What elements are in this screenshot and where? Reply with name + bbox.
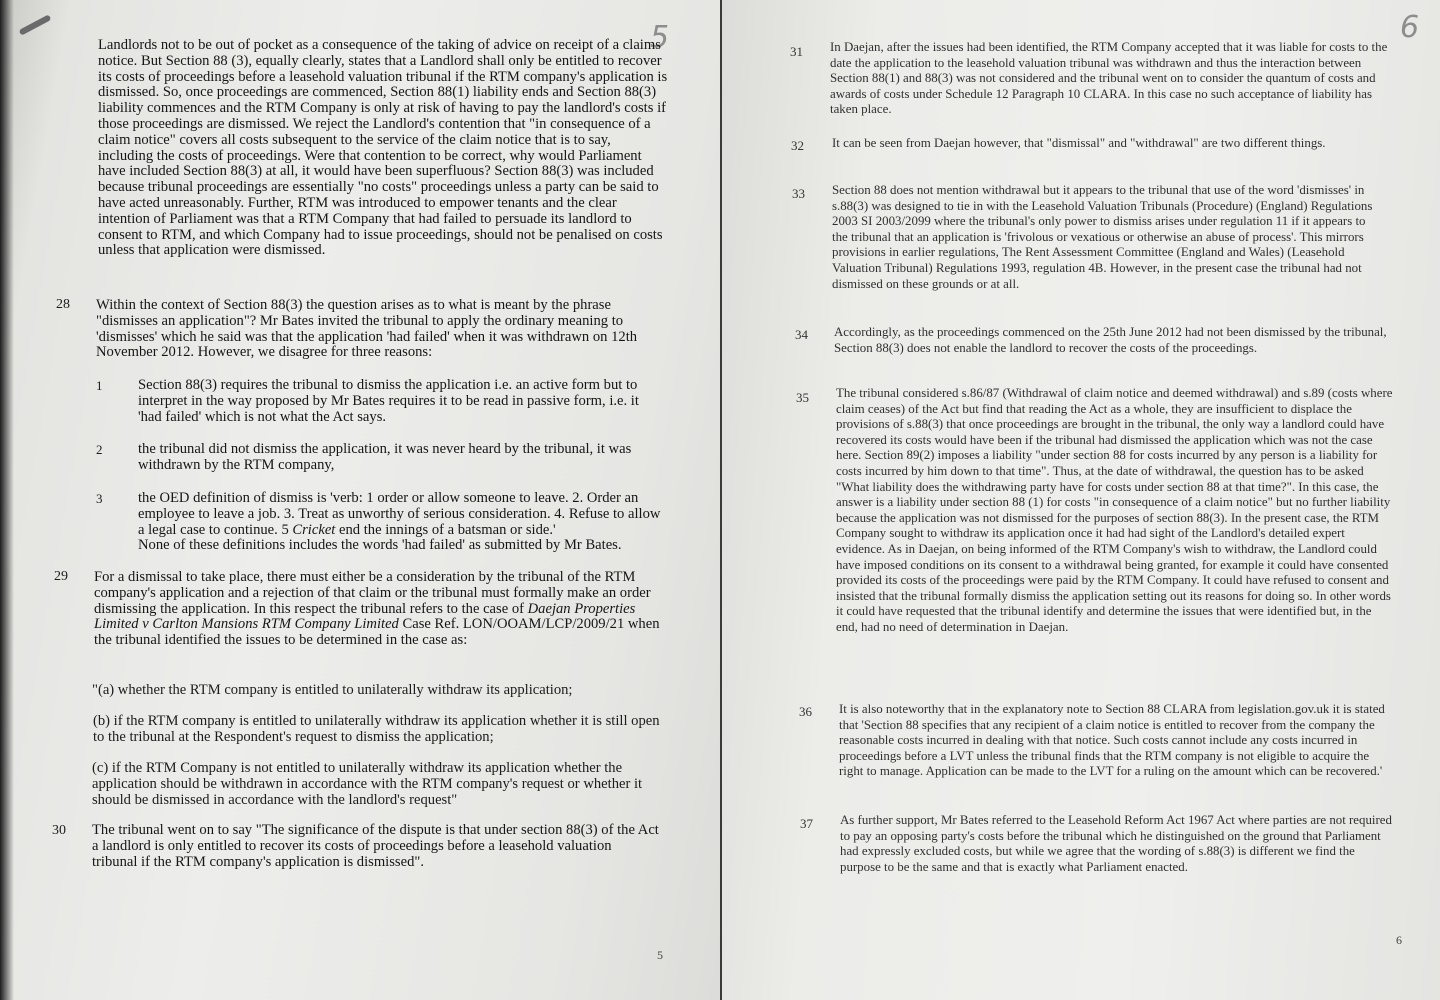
page-number: 6: [1396, 933, 1402, 947]
paragraph-36: It is also noteworthy that in the explanatory note to Section 88 CLARA from legislation.gov.uk it is stated that 'Section 88 specifies that any recipient of a claim notice is entitled to recover from the company the reasonable costs incurred in dealing with that notice. Such costs cannot include any costs incurred in proceedings before a LVT unless the tribunal finds that the RTM company is not eligible to acquire the right to manage. Application can be made to the LVT for a ruling on the amount which can be recovered.': [839, 702, 1385, 779]
paragraph-30: The tribunal went on to say "The significance of the dispute is that under section 88(3) of the Act a landlord is only entitled to recover its costs of proceedings before a leasehold valuation tribunal if the RTM company's application is dismissed".: [92, 822, 659, 870]
paragraph-number-30: 30: [52, 823, 66, 838]
paragraph-33: Section 88 does not mention withdrawal but it appears to the tribunal that use of the word 'dismisses' in s.88(3) was designed to tie in with the Leasehold Valuation Tribunals (Procedure) (England) Regulations 2003 SI 2003/2099 where the tribunal's only power to dismiss arises under regulation 11 if it appears to the tribunal that an application is 'frivolous or vexatious or otherwise an abuse of process'. This mirrors provisions in earlier regulations, The Rent Assessment Committee (England and Wales) (Leasehold Valuation Tribunal) Regulations 1993, regulation 4B. However, in the present case the tribunal had not dismissed on these grounds or at all.: [832, 183, 1373, 291]
paragraph-number-36: 36: [799, 704, 812, 719]
paragraph-number-29: 29: [54, 569, 68, 584]
paragraph-35: The tribunal considered s.86/87 (Withdrawal of claim notice and deemed withdrawal) and s.89 (costs where claim ceases) of the Act but find that reading the Act as a whole, they are insufficient to displace the provisions of s.88(3) that once proceedings are brought in the tribunal, the only way a landlord could have recovered its costs would have been if the tribunal had dismissed the application which was not the case here. Section 89(2) imposes a liability "under section 88 for costs incurred by any person is a liability for costs incurred by him down to that time". Thus, at the date of withdrawal, the question has to be asked "What liability does the withdrawing party have for costs under section 88 at that time?". In this case, the answer is a liability under section 88 (1) for costs "in consequence of a claim notice" but no further liability because the application was not dismissed for the purposes of section 88(3). In the present case, the RTM Company sought to withdraw its application once it had had sight of the Landlord's detailed expert evidence. As in Daejan, on being informed of the RTM Company's wish to withdraw, the Landlord could have imposed conditions on its consent to a withdrawal being granted, for example it could have consented provided its costs of the proceedings were paid by the RTM Company. It could have refused to consent and insisted that the tribunal formally dismiss the application setting out its reasons for doing so. In other words it could have requested that the tribunal identify and determine the issues that were identified but, in the end, had no need of determination in Daejan.: [836, 386, 1393, 634]
staple-mark: [19, 14, 52, 35]
reason-3-italic: Cricket: [292, 521, 336, 538]
paragraph-28: Within the context of Section 88(3) the question arises as to what is meant by the phrase "dismisses an application"? Mr Bates invited the tribunal to apply the ordinary meaning to 'dismisses' which he said was that the application 'had failed' when it was withdrawn on 12th November 2012. However, we disagree for three reasons:: [96, 297, 638, 361]
reason-number-1: 1: [96, 378, 103, 393]
reason-number-3: 3: [96, 491, 103, 506]
reason-3-text-a: the OED definition of dismiss is 'verb: 1 order or allow someone to leave. 2. Order an employee to leave a job. 3. Treat as unworthy of serious consideration. 4. Refuse to allow a legal case to continue. 5: [138, 490, 661, 538]
paragraph-number-35: 35: [796, 390, 809, 405]
page-edge-shadow: [0, 0, 14, 1000]
reason-number-2: 2: [96, 442, 103, 457]
reason-2: the tribunal did not dismiss the application, it was never heard by the tribunal, it was withdrawn by the RTM company,: [138, 441, 632, 473]
paragraph-29-text-b: Case Ref. LON/OOAM/LCP/2009/21 when the tribunal identified the issues to be determined in the case as:: [94, 616, 660, 649]
paragraph-number-37: 37: [800, 816, 813, 831]
pencil-page-mark: 5: [650, 20, 670, 55]
paragraph-34: Accordingly, as the proceedings commenced on the 25th June 2012 had not been dismissed by the tribunal, Section 88(3) does not enable the landlord to recover the costs of the proceedings.: [834, 325, 1387, 355]
quote-issue-a: "(a) whether the RTM company is entitled to unilaterally withdraw its application;: [92, 682, 573, 698]
pencil-page-mark: 6: [1400, 10, 1420, 45]
reason-1: Section 88(3) requires the tribunal to dismiss the application i.e. an active form but to interpret in the way proposed by Mr Bates requires it to be read in passive form, i.e. it 'had failed' which is not what the Act says.: [138, 377, 639, 425]
reason-3-text-c: None of these definitions includes the words 'had failed' as submitted by Mr Bates.: [138, 537, 622, 554]
paragraph-29: [94, 570, 666, 649]
reason-3: [138, 491, 668, 554]
paragraph-number-32: 32: [791, 138, 804, 153]
paragraph-31: In Daejan, after the issues had been identified, the RTM Company accepted that it was liable for costs to the date the application to the leasehold valuation tribunal was withdrawn and thus the interaction between Section 88(1) and 88(3) was not considered and the tribunal went on to consider the quantum of costs and awards of costs under Schedule 12 Paragraph 10 CLARA. In this case no such acceptance of liability has taken place.: [830, 40, 1388, 117]
paragraph-32: It can be seen from Daejan however, that "dismissal" and "withdrawal" are two different things.: [832, 136, 1326, 150]
page-number: 5: [657, 948, 663, 962]
right-page: [722, 0, 1440, 1000]
quote-issue-b: (b) if the RTM company is entitled to unilaterally withdraw its application whether it is still open to the tribunal at the Respondent's request to dismiss the application;: [93, 713, 660, 745]
paragraph-27-continued: Landlords not to be out of pocket as a consequence of the taking of advice on receipt of a claims notice. But Section 88 (3), equally clearly, states that a Landlord shall only be entitled to recover its costs of proceedings before a leasehold valuation tribunal if the RTM company's application is dismissed. So, once proceedings are commenced, Section 88(1) liability ends and Section 88(3) liability commences and the RTM Company is only at risk of having to pay the landlord's costs if those proceedings are dismissed. We reject the Landlord's contention that "in consequence of a claim notice" covers all costs subsequent to the service of the claim notice that is to say, including the costs of proceedings. Were that contention to be correct, why would Parliament have included Section 88(3) at all, it would have been superfluous? Section 88(3) was included because tribunal proceedings are essentially "no costs" proceedings unless a party can be said to have acted unreasonably. Further, RTM was introduced to empower tenants and the clear intention of Parliament was that a RTM Company that had failed to persuade its landlord to consent to RTM, and which Company had to issue proceedings, should not be penalised on costs unless that application were dismissed.: [98, 37, 668, 259]
paragraph-37: As further support, Mr Bates referred to the Leasehold Reform Act 1967 Act where parties are not required to pay an opposing party's costs before the tribunal which he distinguished on the ground that Parliament had expressly excluded costs, but while we agree that the wording of s.88(3) is different we find the purpose to be the same and that is exactly what Parliament enacted.: [840, 813, 1392, 874]
reason-3-text-b: end the innings of a batsman or side.': [335, 521, 556, 538]
case-name: Daejan Properties Limited v Carlton Mansions RTM Company Limited: [94, 600, 636, 633]
paragraph-29-text-a: For a dismissal to take place, there must either be a consideration by the tribunal of the RTM company's application and a rejection of that claim or the tribunal must formally make an order dismissing the application. In this respect the tribunal refers to the case of: [94, 569, 651, 617]
paragraph-number-31: 31: [790, 44, 803, 59]
paragraph-number-34: 34: [795, 327, 808, 342]
quote-issue-c: (c) if the RTM Company is not entitled to unilaterally withdraw its application whether the application should be withdrawn in accordance with the RTM company's request or whether it should be dismissed in accordance with the landlord's request": [92, 760, 643, 808]
paragraph-number-28: 28: [56, 297, 70, 312]
paragraph-number-33: 33: [792, 186, 805, 201]
